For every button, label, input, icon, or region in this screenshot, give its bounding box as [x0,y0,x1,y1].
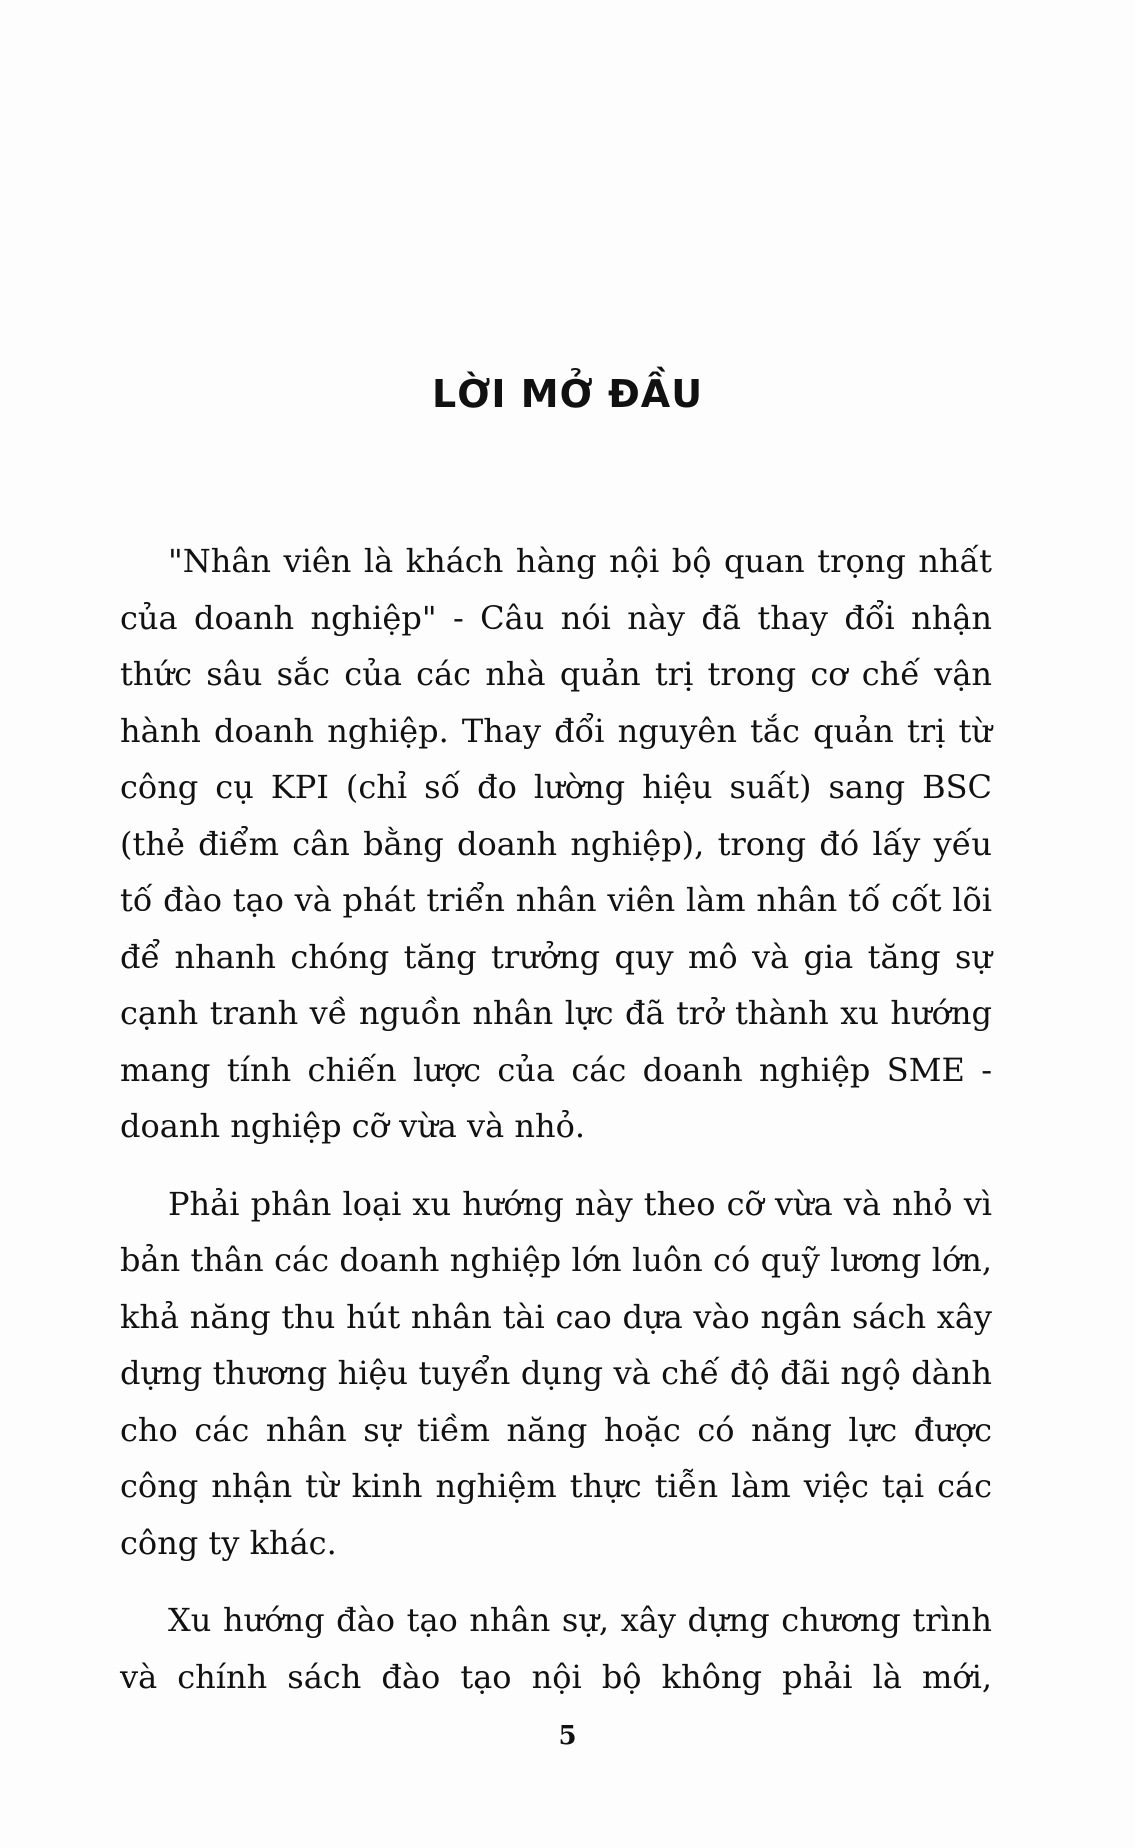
page-title: LỜI MỞ ĐẦU [431,372,704,416]
page-number: 5 [558,1721,577,1751]
paragraph-3: Xu hướng đào tạo nhân sự, xây dựng chương trình và chính sách đào tạo nội bộ không phải là mới, [120,1601,992,1696]
body-text [120,533,992,1726]
paragraph-1: "Nhân viên là khách hàng nội bộ quan trọng nhất của doanh nghiệp" - Câu nói này đã thay đổi nhận thức sâu sắc của các nhà quản trị trong cơ chế vận hành doanh nghiệp. Thay đổi nguyên tắc quản trị từ công cụ KPI (chỉ số đo lường hiệu suất) sang BSC (thẻ điểm cân bằng doanh nghiệp), trong đó lấy yếu tố đào tạo và phát triển nhân viên làm nhân tố cốt lõi để nhanh chóng tăng trưởng quy mô và gia tăng sự cạnh tranh về nguồn nhân lực đã trở thành xu hướng mang tính chiến lược của các doanh nghiệp SME - doanh nghiệp cỡ vừa và nhỏ. [120,542,992,1145]
paragraph-2: Phải phân loại xu hướng này theo cỡ vừa và nhỏ vì bản thân các doanh nghiệp lớn luôn có quỹ lương lớn, khả năng thu hút nhân tài cao dựa vào ngân sách xây dựng thương hiệu tuyển dụng và chế độ đãi ngộ dành cho các nhân sự tiềm năng hoặc có năng lực được công nhận từ kinh nghiệm thực tiễn làm việc tại các công ty khác. [120,1184,992,1562]
